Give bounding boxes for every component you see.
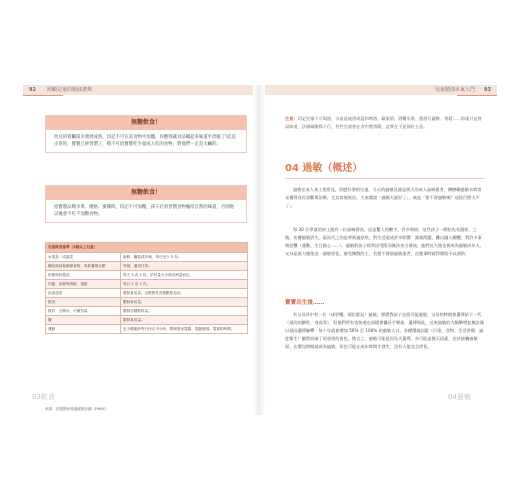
- row-value: 至少輕鬆舒每日快走半小時，限制靜坐電腦、電動遊戲、電視的時間。: [121, 325, 248, 334]
- right-footer: 04過敏: [448, 393, 471, 401]
- subheading: 寶寶出生後……: [285, 300, 325, 306]
- row-value: 每天 3 或 4 份，依份量大小與含鈣量而定。: [121, 271, 248, 280]
- row-value: 每餐，適用日常。: [121, 262, 248, 271]
- table-row: [46, 325, 248, 334]
- section-heading: [285, 162, 485, 182]
- box-heading: 無糖飲食！: [46, 116, 246, 130]
- sugar-free-box-1: [45, 115, 247, 153]
- left-page: [23, 85, 255, 415]
- book-gutter: [253, 85, 265, 415]
- diet-guideline-table: [45, 242, 248, 334]
- row-item: 飲料 白開水、不額份量。: [46, 307, 121, 316]
- row-value: 限制食用量。: [121, 298, 248, 307]
- running-title: 照顧兒童的精油書典: [47, 87, 93, 93]
- row-item: 肉類、魚類與海鮮、蛋類: [46, 280, 121, 289]
- section-title: 04 過敏（概述）: [285, 163, 363, 174]
- sugar-free-box-2: [45, 185, 247, 223]
- running-title: 兒童精油市東入門: [434, 87, 475, 93]
- paragraph: 每 30 位學童的肩上就有一位氣喘發表，這是驚人的數字，許多時候，這些孩子一開始先有濕疹，之後，皮膚過敏消失，取而代之的是呼吸過症狀，對生活造成許多影響：課業問題、難以融入團體，對許多事物恐懼（運動、生日點心……）。過敏的孩子經常因受限而無法充分發展，他們長大後也會成為過敏成年人。父母是最力避免這一過敏惡化，避免擴散的主，若想不發展過敏患者，在健事時就得開始予以預防。: [285, 227, 484, 256]
- paragraph: 過敏在成人身上很常見，但肥好發的兒童，今天的過敏兒就是明天的成人氣喘患者，鑽磨聯過敏水時常未獲得良好診斷與治療，尤其常被低估。大家總說「過敏天就好了」，或是「要不習過敏嗎？這段行麼大不了」。: [285, 187, 482, 208]
- left-footer: 03飲食: [32, 393, 55, 401]
- table-row: [46, 271, 248, 280]
- table-row: [46, 298, 248, 307]
- table-row: [46, 280, 248, 289]
- row-item: 飲食: [46, 298, 121, 307]
- table-row: [46, 262, 248, 271]
- row-value: 每日 1 至 2 次。: [121, 280, 248, 289]
- section-rule: [285, 178, 485, 179]
- table-row: [46, 307, 248, 316]
- table-row: [46, 253, 248, 262]
- header-accent-bar: [23, 95, 63, 96]
- table-source: 來源：法國國家營養健康計劃（PNNS）: [45, 407, 109, 411]
- row-item: 添加甜食: [46, 289, 121, 298]
- box-heading: 無糖飲食！: [46, 186, 246, 200]
- alcohol-warning-note: [285, 115, 485, 131]
- right-page: [265, 85, 497, 415]
- paragraph: 若父母其中有一位（或更糟，兩位都是）過敏，那麼我孩子也很可能過敏，父母的特徵會遺傳給下一代（基因的顯性、身高等），但他們所有也知道也同樣會攜長手臂基，遺傳和此，近來過敏的大幅攀增並無法僅以基因遺傳解釋：每十年就會增加 50% 至 100% 的過敏人口。各種環境因素（污染、食物、生活習慣、過度衛生）顯然扮演了很重要的角色，換言之，過敏可能是因先天遺傳，亦可能是後天因素，由於接觸過敏原，在嬰兒時期就成為過敏，但也可能在成年時期才發生，沒有人能完全倖免。: [285, 312, 484, 349]
- row-value: 限制食用量，以輕微性食慾斷飲為佳。: [121, 289, 248, 298]
- row-item: 麵包與其他穀類食物，馬鈴薯與豆類: [46, 262, 121, 271]
- row-item: 水果及／或蔬菜: [46, 253, 121, 262]
- row-value: 限制食用量。: [121, 316, 248, 325]
- row-item: 奶類與奶製品: [46, 271, 121, 280]
- table-row: [46, 316, 248, 325]
- left-page-header: [23, 85, 255, 95]
- page-number: 93: [484, 87, 491, 93]
- row-value: 限制含糖飲料量。: [121, 307, 248, 316]
- page-number: 92: [29, 87, 36, 93]
- right-page-header: [265, 85, 497, 95]
- note-lead: 注意！: [285, 116, 298, 121]
- box-body: 給寶寶品嚐水果、優格、蜜餞時，切記不可加糖，孩子必須習慣食物攙厚自然的味道，否則他以後會不吃不加糖食物。: [54, 205, 235, 217]
- row-value: 新鮮、罐裝或冷凍，每日至少 5 份。: [121, 253, 248, 262]
- header-accent-bar: [457, 95, 497, 96]
- note-text: 切記兒童不可喝酒，水最是純酒或溫和啤酒、蘋果酒、酒糟水果、甜酒可麗餅、香精……即使只是嘗試味道，法國喝酪都不行，有些兒童會在食中將酒精，這實在不是個好主意。: [285, 116, 482, 129]
- box-body: 幼兒的腎臟還未發展成熟，切記不可在其食物中加鹽，你應得讓食品嘅起來味道平淡帳了!這是正常的，寶寶已經習慣了，積不可給寶寶吃少量成人吃的食物，對他們一定是太鹹的。: [54, 135, 236, 147]
- row-item: 運動: [46, 325, 121, 334]
- row-item: 鹽: [46, 316, 121, 325]
- table-header: 兒童飲食基準（3歲以上兒童）: [46, 243, 248, 253]
- table-row: [46, 289, 248, 298]
